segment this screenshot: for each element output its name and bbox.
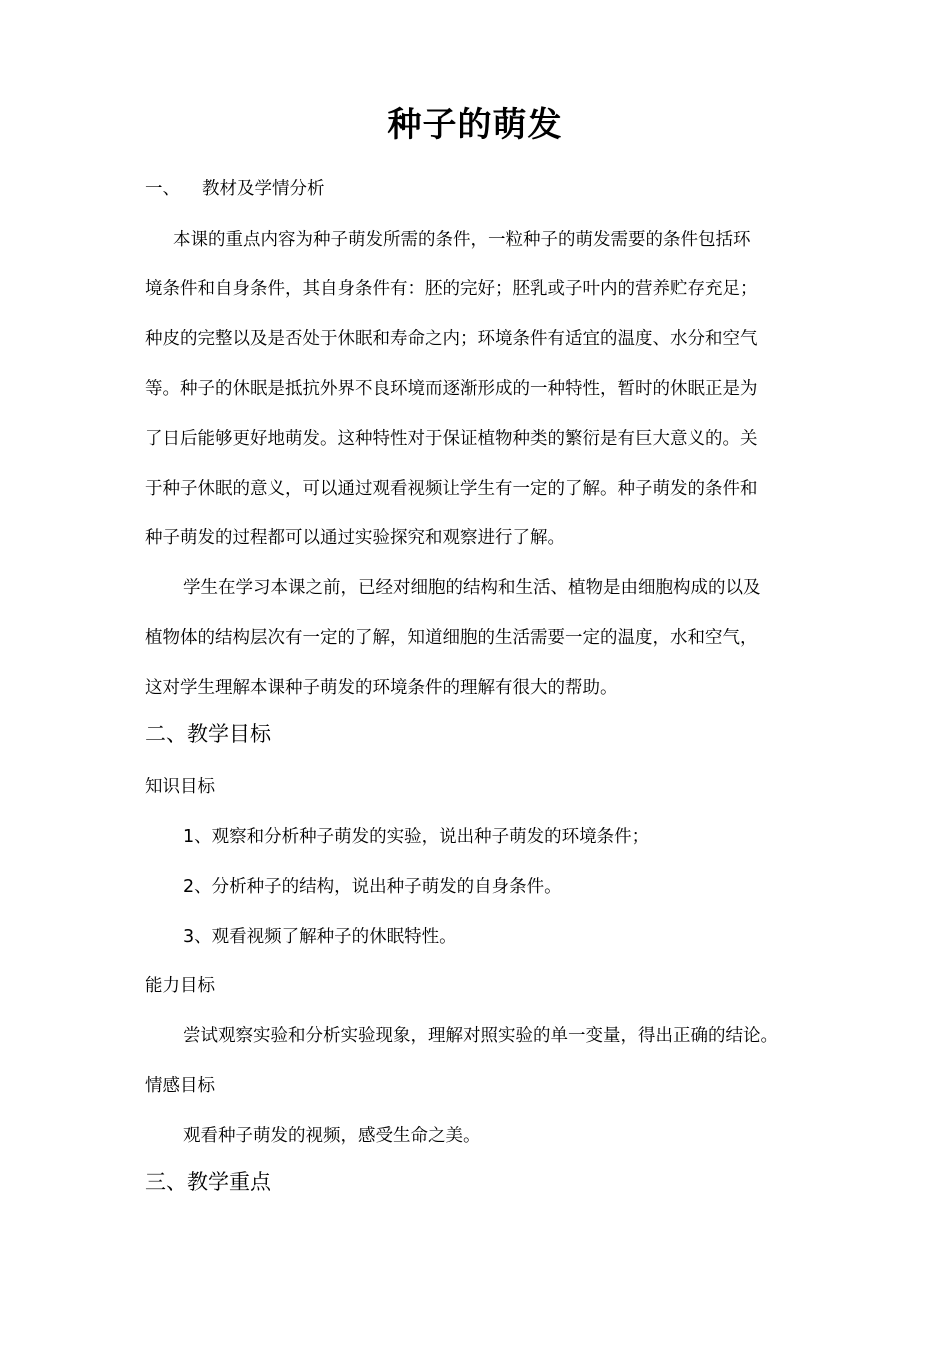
section1-heading: 教材及学情分析 <box>202 179 325 199</box>
paragraph-line: 植物体的结构层次有一定的了解，知道细胞的生活需要一定的温度，水和空气， <box>145 628 758 648</box>
paragraph-line: 本课的重点内容为种子萌发所需的条件，一粒种子的萌发需要的条件包括环 <box>173 230 751 250</box>
paragraph-line: 种皮的完整以及是否处于休眠和寿命之内；环境条件有适宜的温度、水分和空气 <box>145 329 758 349</box>
paragraph-line: 于种子休眠的意义，可以通过观看视频让学生有一定的了解。种子萌发的条件和 <box>145 479 758 499</box>
section1-number: 一、 <box>145 179 180 199</box>
section2-heading: 二、教学目标 <box>145 722 271 746</box>
paragraph-line: 境条件和自身条件，其自身条件有：胚的完好；胚乳或子叶内的营养贮存充足； <box>145 279 758 299</box>
knowledge-goal-label: 知识目标 <box>145 777 215 797</box>
knowledge-goal-item: 2、分析种子的结构，说出种子萌发的自身条件。 <box>183 877 562 897</box>
emotion-goal-label: 情感目标 <box>145 1076 215 1096</box>
section3-heading: 三、教学重点 <box>145 1170 271 1194</box>
paragraph-line: 这对学生理解本课种子萌发的环境条件的理解有很大的帮助。 <box>145 678 618 698</box>
emotion-goal-text: 观看种子萌发的视频，感受生命之美。 <box>183 1126 481 1146</box>
ability-goal-label: 能力目标 <box>145 976 215 996</box>
document-title: 种子的萌发 <box>387 105 563 145</box>
paragraph-line: 学生在学习本课之前，已经对细胞的结构和生活、植物是由细胞构成的以及 <box>183 578 761 598</box>
knowledge-goal-item: 3、观看视频了解种子的休眠特性。 <box>183 927 457 947</box>
knowledge-goal-item: 1、观察和分析种子萌发的实验，说出种子萌发的环境条件； <box>183 827 650 847</box>
paragraph-line: 了日后能够更好地萌发。这种特性对于保证植物种类的繁衍是有巨大意义的。关 <box>145 429 758 449</box>
paragraph-line: 等。种子的休眠是抵抗外界不良环境而逐渐形成的一种特性，暂时的休眠正是为 <box>145 379 758 399</box>
paragraph-line: 种子萌发的过程都可以通过实验探究和观察进行了解。 <box>145 528 565 548</box>
ability-goal-text: 尝试观察实验和分析实验现象，理解对照实验的单一变量，得出正确的结论。 <box>183 1026 778 1046</box>
